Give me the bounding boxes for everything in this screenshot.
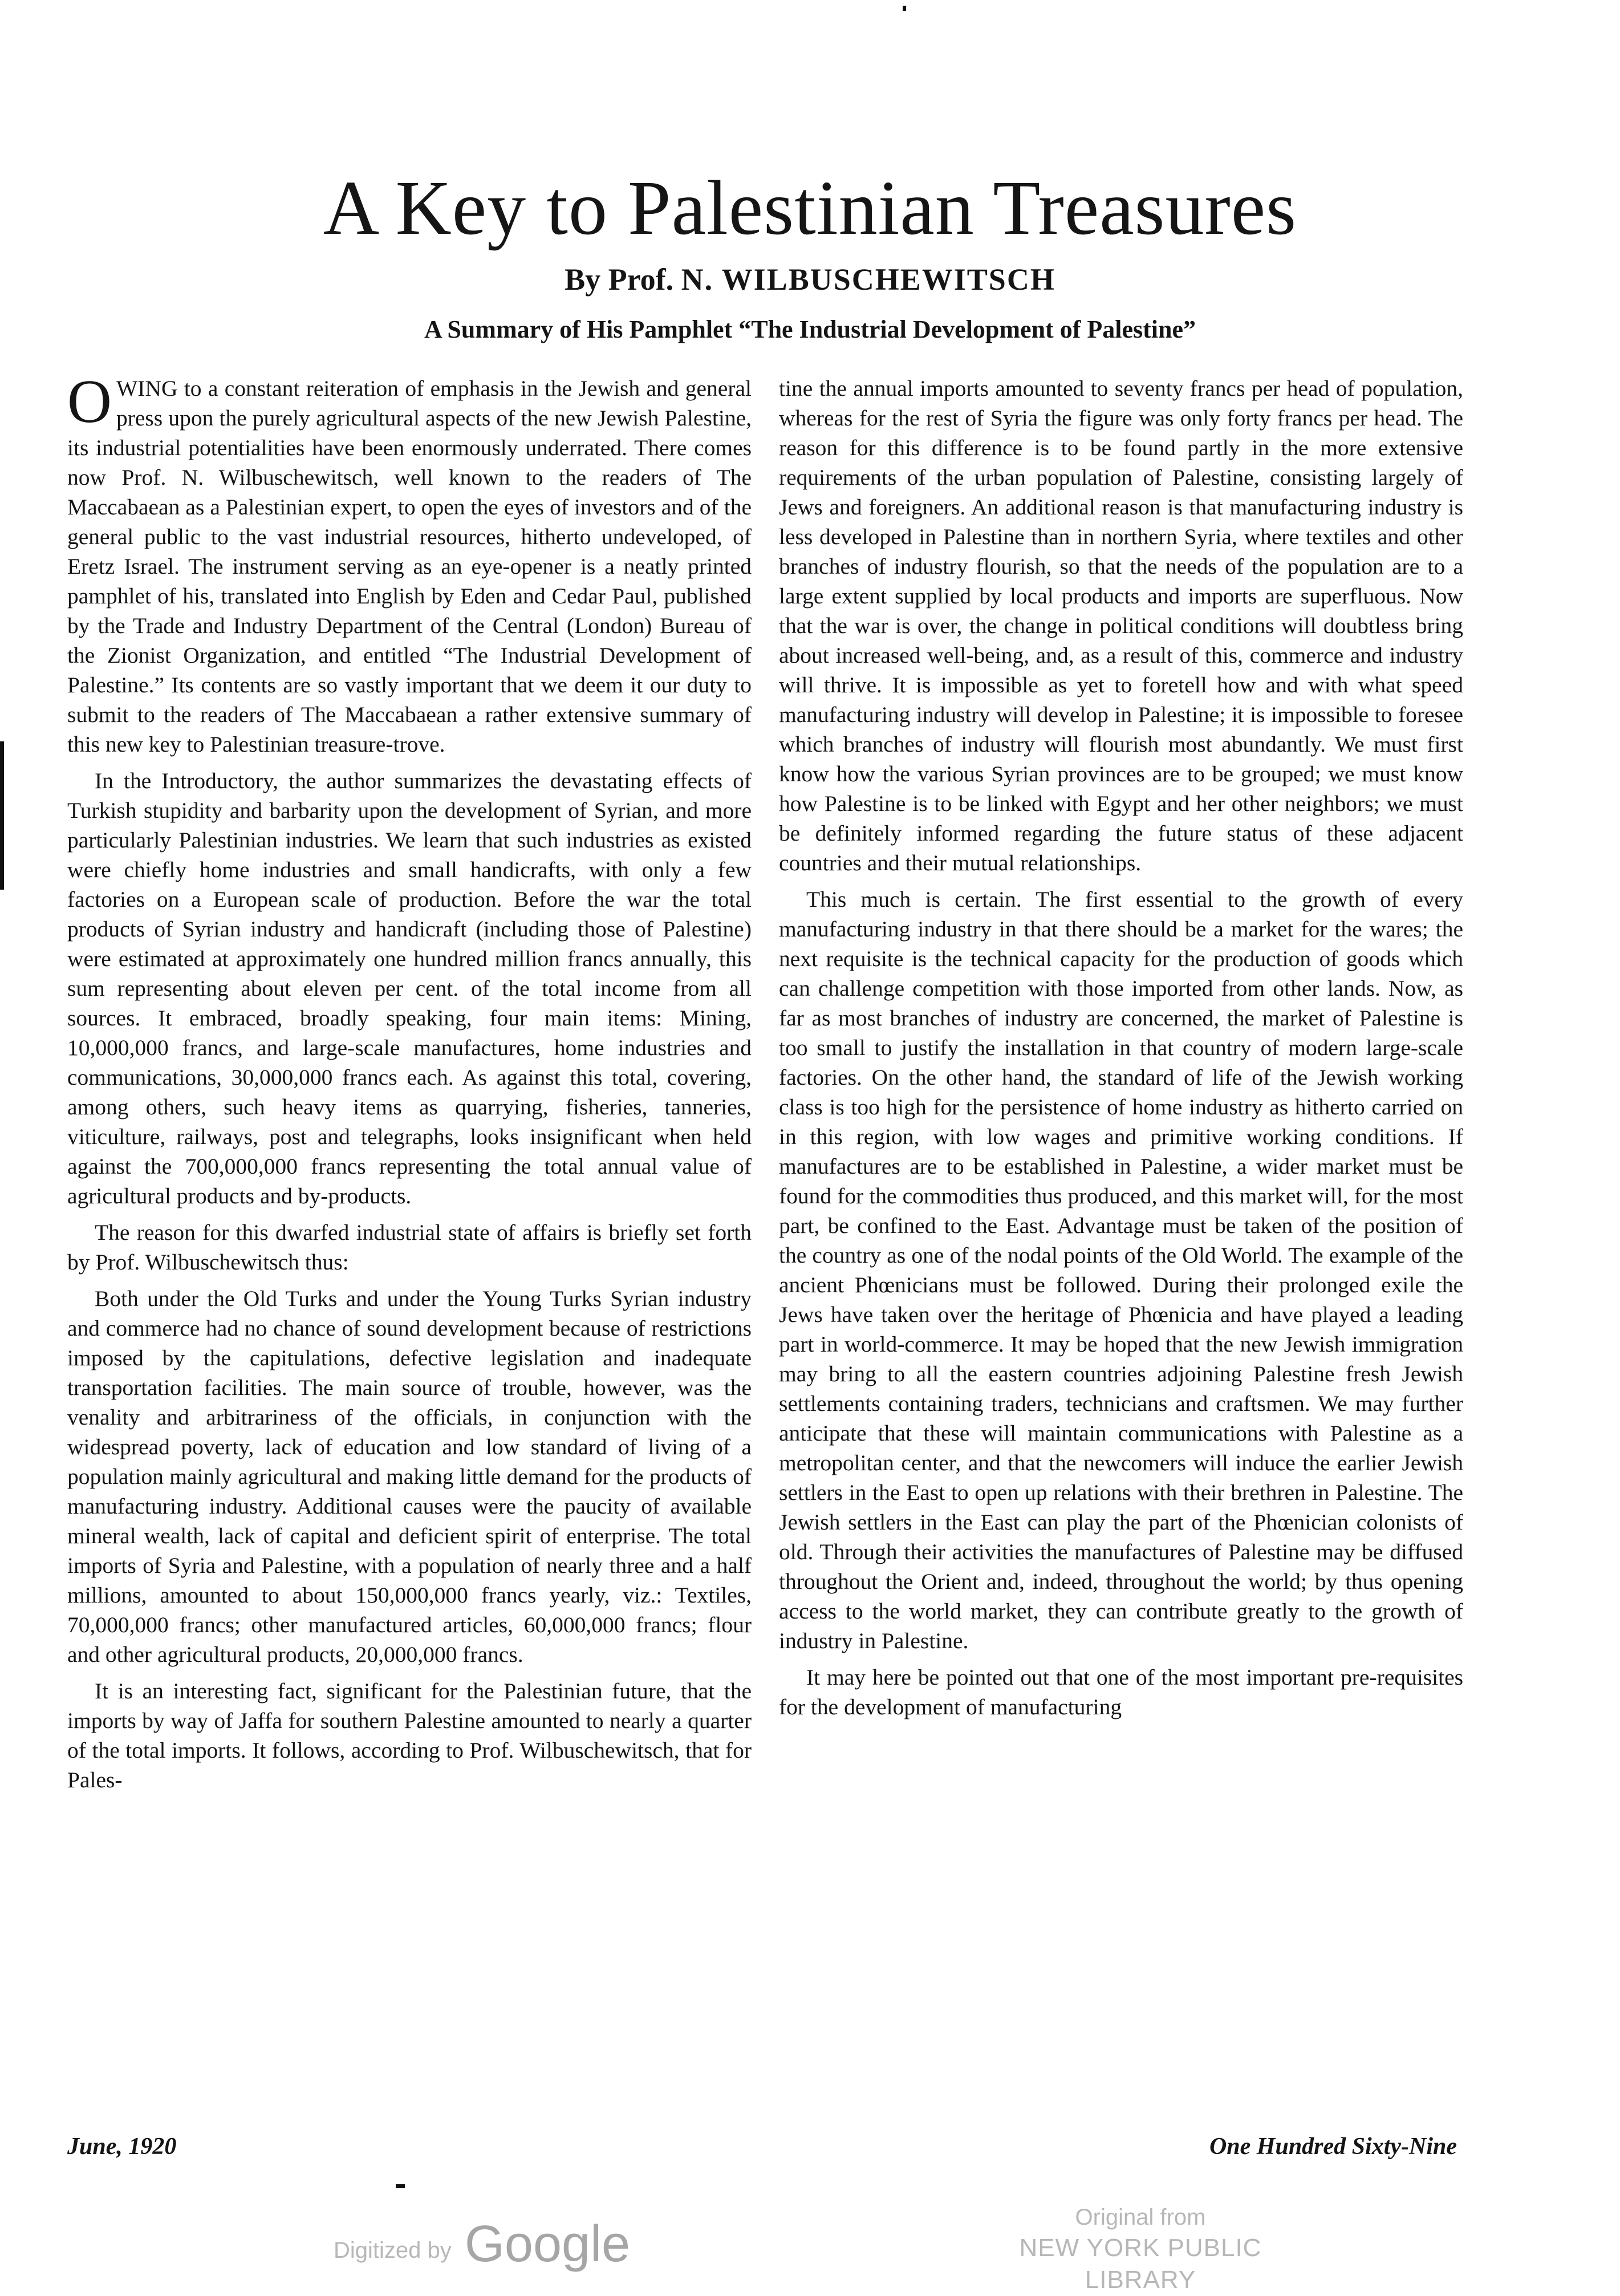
scan-edge-mark bbox=[0, 741, 4, 890]
paragraph: Both under the Old Turks and under the Young Turks Syrian industry and commerce had no chance of sound development because of restrictions imposed by the capitulations, defective legislation and inadequate transportation facilities. The main source of trouble, however, was the venality and arbitrariness of the officials, in conjunction with the widespread poverty, lack of education and low standard of living of a population mainly agricultural and making little demand for the products of manufacturing industry. Additional causes were the paucity of available mineral wealth, lack of capital and deficient spirit of enterprise. The total imports of Syria and Palestine, with a population of nearly three and a half millions, amounted to about 150,000,000 francs yearly, viz.: Textiles, 70,000,000 francs; other manufactured articles, 60,000,000 francs; flour and other agricultural products, 20,000,000 francs. bbox=[67, 1286, 752, 1667]
paragraph bbox=[67, 374, 752, 759]
issue-date: June, 1920 bbox=[67, 2133, 177, 2160]
scan-speck bbox=[396, 2184, 405, 2188]
paragraph: It may here be pointed out that one of the most important pre-requisites for the development of manufacturing bbox=[779, 1665, 1463, 1719]
article-subtitle: A Summary of His Pamphlet “The Industrial Development of Palestine” bbox=[424, 315, 1196, 343]
paragraph: In the Introductory, the author summarizes the devastating effects of Turkish stupidity and barbarity upon the development of Syrian, and more particularly Palestinian industries. We learn that such industries as existed were chiefly home industries and small handicrafts, with only a few factories on a European scale of production. Before the war the total products of Syrian industry and handicraft (including those of Palestine) were estimated at approximately one hundred million francs annually, this sum representing about eleven per cent. of the total income from all sources. It embraced, broadly speaking, four main items: Mining, 10,000,000 francs, and large-scale manufactures, home industries and communications, 30,000,000 francs each. As against this total, covering, among others, such heavy items as quarrying, fisheries, tanneries, viticulture, railways, post and telegraphs, looks insignificant when held against the 700,000,000 francs representing the total annual value of agricultural products and by-products. bbox=[67, 768, 752, 1208]
scan-speck bbox=[903, 6, 906, 11]
article-byline bbox=[0, 259, 1620, 299]
right-column bbox=[779, 374, 1463, 2102]
library-watermark bbox=[969, 2202, 1312, 2296]
paragraph: The reason for this dwarfed industrial state of affairs is briefly set forth by Prof. Wilbuschewitsch thus: bbox=[67, 1220, 752, 1275]
google-logo: Google bbox=[464, 2216, 631, 2273]
paragraph-text: WING to a constant reiteration of emphasis in the Jewish and general press upon the purely agricultural aspects of the new Jewish Palestine, its industrial potentialities have been enormously underrated. There comes now Prof. N. Wilbuschewitsch, well known to the readers of The Maccabaean as a Palestinian expert, to open the eyes of investors and of the general public to the vast industrial resources, hitherto undeveloped, of Eretz Israel. The instrument serving as an eye-opener is a neatly printed pamphlet of his, translated into English by Eden and Cedar Paul, published by the Trade and Industry Department of the Central (London) Bureau of the Zionist Organization, and entitled “The Industrial Development of Palestine.” Its contents are so vastly important that we deem it our duty to submit to the readers of The Maccabaean a rather extensive summary of this new key to Palestinian treasure-trove. bbox=[67, 376, 752, 757]
article-title: A Key to Palestinian Treasures bbox=[323, 165, 1297, 251]
paragraph: This much is certain. The first essential to the growth of every manufacturing industry in that there should be a market for the wares; the next requisite is the technical capacity for the production of goods which can challenge competition with those imported from other lands. Now, as far as most branches of industry are concerned, the market of Palestine is too small to justify the installation in that country of modern large-scale factories. On the other hand, the standard of life of the Jewish working class is too high for the persistence of home industry as hitherto carried on in this region, with low wages and primitive working conditions. If manufactures are to be established in Palestine, a wider market must be found for the commodities thus produced, and this market will, for the most part, be confined to the East. Advantage must be taken of the position of the country as one of the nodal points of the Old World. The example of the ancient Phœnicians must be followed. During their prolonged exile the Jews have taken over the heritage of Phœnicia and have played a leading part in world-commerce. It may be hoped that the new Jewish immigration may bring to all the eastern countries adjoining Palestine fresh Jewish settlements containing traders, technicians and craftsmen. We may further anticipate that these will maintain communications with Palestine as a metropolitan center, and that the newcomers will induce the earlier Jewish settlers in the East to open up relations with their brethren in Palestine. The Jewish settlers in the East can play the part of the Phœnician colonists of old. Through their activities the manufactures of Palestine may be diffused throughout the Orient and, indeed, throughout the world; by thus opening access to the world market, they can contribute greatly to the growth of industry in Palestine. bbox=[779, 887, 1463, 1653]
library-name: NEW YORK PUBLIC LIBRARY bbox=[1019, 2234, 1262, 2294]
original-from-label: Original from bbox=[1075, 2205, 1206, 2230]
byline-author: N. WILBUSCHEWITSCH bbox=[681, 262, 1055, 297]
digitized-by-watermark bbox=[334, 2218, 630, 2276]
paragraph: tine the annual imports amounted to seventy francs per head of population, whereas for the rest of Syria the figure was only forty francs per head. The reason for this difference is to be found partly in the more extensive requirements of the urban population of Palestine, consisting largely of Jews and foreigners. An additional reason is that manufacturing industry is less developed in Palestine than in northern Syria, where textiles and other branches of industry flourish, so that the needs of the population are to a large extent supplied by local products and imports are superfluous. Now that the war is over, the change in political conditions will doubtless bring about increased well-being, and, as a result of this, commerce and industry will thrive. It is impossible as yet to foretell how and with what speed manufacturing industry will develop in Palestine; it is impossible to foresee which branches of industry will flourish most abundantly. We must first know how the various Syrian provinces are to be grouped; we must know how Palestine is to be linked with Egypt and her other neighbors; we must be definitely informed regarding the future status of these adjacent countries and their mutual relationships. bbox=[779, 376, 1463, 875]
drop-cap: O bbox=[67, 374, 112, 436]
page-number: One Hundred Sixty-Nine bbox=[1209, 2133, 1457, 2160]
byline-prefix: By Prof. bbox=[565, 262, 674, 297]
paragraph: It is an interesting fact, significant for the Palestinian future, that the imports by way of Jaffa for southern Palestine amounted to nearly a quarter of the total imports. It follows, according to Prof. Wilbuschewitsch, that for Pales- bbox=[67, 1678, 752, 1792]
digitized-label: Digitized by bbox=[334, 2238, 452, 2263]
left-column bbox=[67, 374, 752, 2102]
